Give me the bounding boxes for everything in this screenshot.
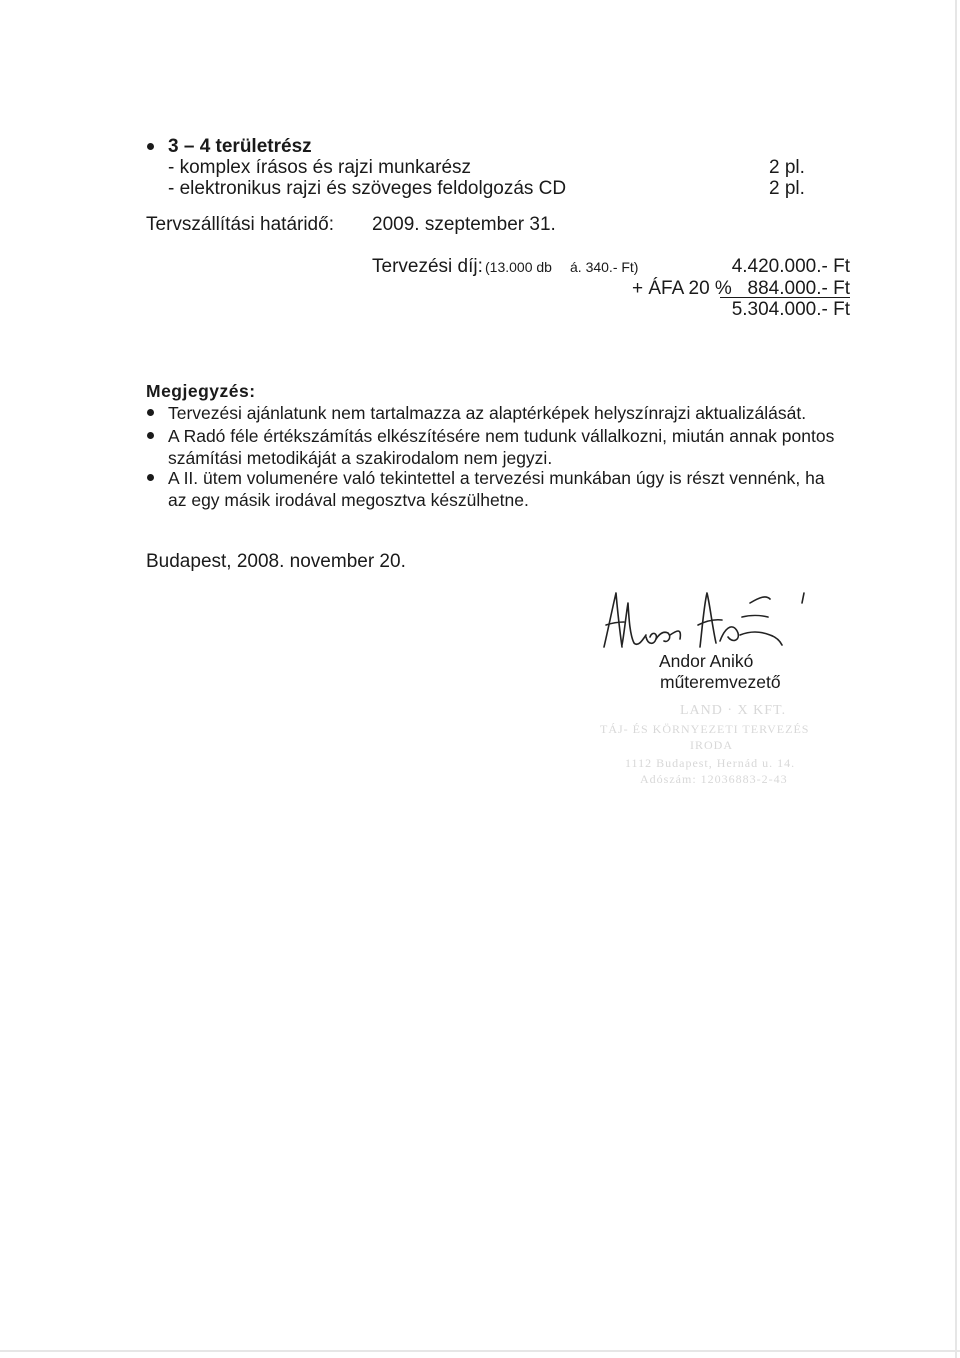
fee-detail-quantity: (13.000 db <box>485 259 552 275</box>
notes-heading: Megjegyzés: <box>146 381 256 401</box>
note-bullet-1 <box>147 409 154 416</box>
stamp-line-4: 1112 Budapest, Hernád u. 14. <box>625 756 796 770</box>
vat-label: + ÁFA 20 % <box>632 278 732 299</box>
deliverable-label-1: - komplex írásos és rajzi munkarész <box>168 157 472 178</box>
section-title: 3 – 4 területrész <box>168 136 312 157</box>
deadline-value: 2009. szeptember 31. <box>372 214 556 235</box>
signatory-name: Andor Anikó <box>659 651 754 671</box>
note-3-line-2: az egy másik irodával megosztva készülhetne. <box>168 490 529 510</box>
note-2-line-2: számítási metodikáját a szakirodalom nem jegyzi. <box>168 448 553 468</box>
note-3-line-1: A II. ütem volumenére való tekintettel a tervezési munkában úgy is részt vennénk, ha <box>168 468 825 488</box>
vat-amount: 884.000.- Ft <box>747 278 850 299</box>
section-bullet <box>147 143 154 150</box>
deadline-label: Tervszállítási határidő: <box>146 214 334 235</box>
deliverable-label-2: - elektronikus rajzi és szöveges feldolgozás CD <box>168 178 567 199</box>
scan-edge-right <box>955 0 957 1358</box>
scan-edge-bottom <box>0 1350 960 1352</box>
signatory-title: műteremvezető <box>660 672 781 692</box>
stamp-line-5: Adószám: 12036883-2-43 <box>640 772 788 786</box>
place-date: Budapest, 2008. november 20. <box>146 551 406 572</box>
note-2-line-1: A Radó féle értékszámítás elkészítésére nem tudunk vállalkozni, miután annak pontos <box>168 426 835 446</box>
fee-total-amount: 5.304.000.- Ft <box>731 299 850 320</box>
note-bullet-2 <box>147 432 154 439</box>
deliverable-qty-2: 2 pl. <box>769 178 805 199</box>
stamp-line-3: IRODA <box>690 738 733 752</box>
fee-detail-unit-price: á. 340.- Ft) <box>570 259 639 275</box>
note-bullet-3 <box>147 474 154 481</box>
deliverable-qty-1: 2 pl. <box>769 157 805 178</box>
stamp-line-1: LAND · X KFT. <box>680 703 787 718</box>
fee-label: Tervezési díj: <box>372 256 483 277</box>
note-1-line-1: Tervezési ajánlatunk nem tartalmazza az alaptérképek helyszínrajzi aktualizálását. <box>168 403 807 423</box>
stamp-line-2: TÁJ- ÉS KÖRNYEZETI TERVEZÉS <box>600 722 810 736</box>
fee-net-amount: 4.420.000.- Ft <box>731 256 850 277</box>
